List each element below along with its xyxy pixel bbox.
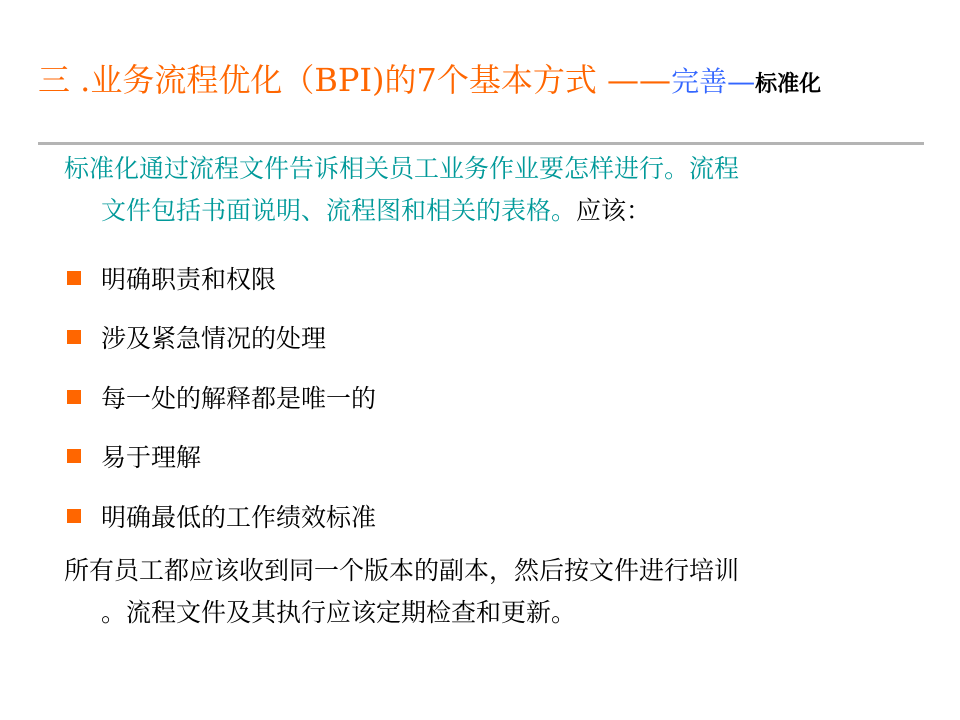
bullet-text: 易于理解 [101, 443, 202, 473]
slide-title [38, 58, 821, 106]
bullet-text: 明确职责和权限 [101, 264, 277, 294]
title-main: 三 .业务流程优化（BPI)的7个基本方式 —— [38, 61, 672, 99]
list-item [64, 367, 376, 427]
intro-line-2 [64, 190, 884, 232]
outro-line-1: 所有员工都应该收到同一个版本的副本，然后按文件进行培训 [64, 556, 740, 585]
bullet-text: 涉及紧急情况的处理 [101, 324, 327, 354]
list-item [64, 486, 376, 546]
bullet-list [64, 248, 376, 546]
list-item [64, 427, 376, 487]
intro-line-1: 标准化通过流程文件告诉相关员工业务作业要怎样进行。流程 [64, 154, 740, 183]
bullet-square-icon [67, 330, 81, 344]
intro-line-2-suffix: 应该： [576, 196, 652, 225]
intro-line-2-text: 文件包括书面说明、流程图和相关的表格。 [101, 196, 577, 225]
title-small: 标准化 [755, 71, 822, 97]
bullet-square-icon [67, 449, 81, 463]
list-item [64, 248, 376, 308]
title-accent: 完善— [671, 65, 756, 98]
bullet-text: 明确最低的工作绩效标准 [101, 502, 377, 532]
outro-line-2: 。流程文件及其执行应该定期检查和更新。 [101, 598, 577, 627]
bullet-square-icon [67, 271, 81, 285]
bullet-text: 每一处的解释都是唯一的 [101, 383, 377, 413]
bullet-square-icon [67, 509, 81, 523]
title-divider [38, 142, 924, 145]
outro-paragraph [64, 550, 884, 634]
intro-paragraph [64, 148, 884, 232]
list-item [64, 308, 376, 368]
bullet-square-icon [67, 390, 81, 404]
